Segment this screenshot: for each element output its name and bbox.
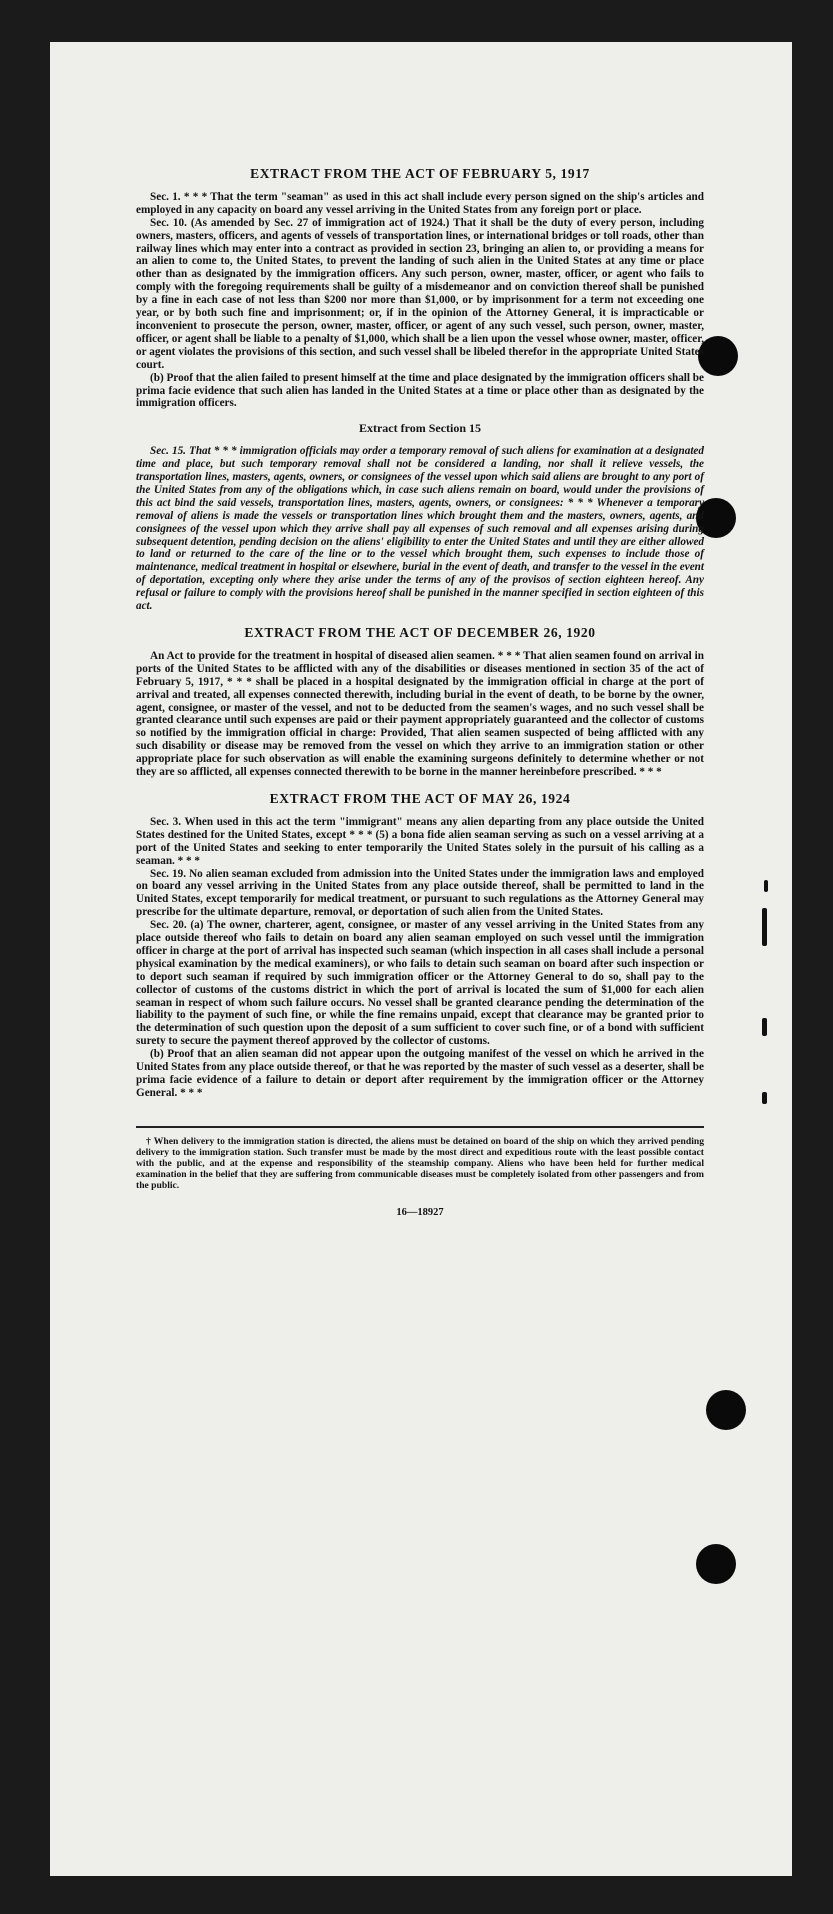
paragraph: (b) Proof that an alien seaman did not appear upon the outgoing manifest of the vessel on which he arrived in the United States from any place outside thereof, or that he was reported by the master of such vessel as a deserter, shall be prima facie evidence of a failure to detain or deport after requirement by the immigration officer or the Attorney General. * * * — [136, 1048, 704, 1099]
section-heading: Extract from Section 15 — [358, 421, 482, 436]
ink-mark — [762, 908, 767, 946]
section-heading: EXTRACT FROM THE ACT OF MAY 26, 1924 — [269, 790, 571, 806]
punch-hole — [696, 1544, 736, 1584]
punch-hole — [706, 1390, 746, 1430]
paragraph: Sec. 20. (a) The owner, charterer, agent, consignee, or master of any vessel arriving in the United States from any place outside thereof who fails to detain on board any alien seaman employed on such vessel until the immigration officer in charge at the port of arrival has inspected such seaman (which inspection in all cases shall include a personal physical examination by the medical examiners), or who fails to detain such seaman on board after such inspection or to deport such seaman if required by such immigration officer or the Attorney General to do so, shall pay to the collector of customs of the customs district in which the port of arrival is located the sum of $1,000 for each alien seaman in respect of whom such failure occurs. No vessel shall be granted clearance pending the determination of the liability to the payment of such fine, or while the fine remains unpaid, except that clearance may be granted prior to the determination of such question upon the deposit of a sum sufficient to cover such fine, or of a bond with sufficient surety to secure the payment thereof approved by the collector of customs. — [136, 919, 704, 1048]
document-page — [50, 42, 792, 1876]
section-15-extract — [136, 422, 704, 613]
footnote-divider — [136, 1126, 704, 1128]
document-body — [136, 168, 704, 1220]
ink-mark — [762, 1092, 767, 1104]
paragraph: Sec. 15. That * * * immigration officials may order a temporary removal of such aliens for examination at a designated time and place, but such temporary removal shall not be considered a landing, nor shall it relieve vessels, the transportation lines, masters, agents, owners, or consignees of the vessel upon which said aliens are brought to any port of the United States from any of the obligations which, in case such aliens remain on board, would under the provisions of this act bind the said vessels, transportation lines, masters, agents, owners, or consignees: * * * Whenever a temporary removal of aliens is made the vessels or transportation lines which brought them and the masters, owners, agents, and consignees of the vessel upon which they arrive shall pay all expenses of such removal and all expenses arising during subsequent detention, pending decision on the aliens' eligibility to enter the United States and until they are either allowed to land or returned to the care of the line or to the vessel which brought them, such expenses to include those of maintenance, medical treatment in hospital or elsewhere, burial in the event of death, and transfer to the vessel in the event of deportation, excepting only where they arise under the terms of any of the provisos of section eighteen hereof. Any refusal or failure to comply with the provisions hereof shall be punished in the manner specified in section eighteen of this act. — [136, 445, 704, 613]
paragraph: An Act to provide for the treatment in hospital of diseased alien seamen. * * * That alien seamen found on arrival in ports of the United States to be afflicted with any of the disabilities or diseases mentioned in section 35 of the act of February 5, 1917, * * * shall be placed in a hospital designated by the immigration official in charge at the port of arrival and treated, all expenses connected therewith, including burial in the event of death, to be borne by the owner, agent, consignee, or master of the vessel, and not to be deducted from the seamen's wages, and no such vessel shall be granted clearance until such expenses are paid or their payment appropriately guaranteed and the collector of customs so notified by the immigration official in charge: Provided, That alien seamen suspected of being afflicted with any such disability or disease may be removed from the vessel on which they arrive to an immigration station or other appropriate place for such observation as will enable the examining surgeons definitely to determine whether or not they are so afflicted, all expenses connected therewith to be borne in the manner hereinbefore prescribed. * * * — [136, 649, 704, 779]
section-heading: EXTRACT FROM THE ACT OF DECEMBER 26, 1920 — [244, 625, 596, 640]
ink-mark — [762, 1018, 767, 1036]
act-1920-section — [136, 627, 704, 779]
paragraph: Sec. 1. * * * That the term "seaman" as used in this act shall include every person signed on the ship's articles and employed in any capacity on board any vessel arriving in the United States from any foreign port or place. — [136, 190, 704, 216]
paragraph: Sec. 19. No alien seaman excluded from admission into the United States under the immigration laws and employed on board any vessel arriving in the United States from any place outside thereof, shall be permitted to land in the United States, except temporarily for medical treatment, or pursuant to such regulations as the Attorney General may prescribe for the ultimate departure, removal, or deportation of such alien from the United States. — [136, 867, 704, 919]
act-1924-section — [136, 790, 704, 1100]
paragraph: Sec. 3. When used in this act the term "immigrant" means any alien departing from any place outside the United States destined for the United States, except * * * (5) a bona fide alien seaman serving as such on a vessel arriving at a port of the United States and seeking to enter temporarily the United States solely in the pursuit of his calling as a seaman. * * * — [136, 815, 704, 867]
page-number: 16—18927 — [396, 1206, 444, 1218]
paragraph: (b) Proof that the alien failed to present himself at the time and place designated by the immigration officers shall be prima facie evidence that such alien has landed in the United States at a time or place other than as designated by the immigration officers. — [136, 371, 704, 410]
section-heading: EXTRACT FROM THE ACT OF FEBRUARY 5, 1917 — [250, 166, 590, 181]
paragraph: Sec. 10. (As amended by Sec. 27 of immigration act of 1924.) That it shall be the duty of every person, including owners, masters, officers, and agents of vessels of transportation lines, or international bridges or toll roads, other than railway lines which may enter into a contract as provided in section 23, bringing an alien to, or providing a means for an alien to come to, the United States, to prevent the landing of such alien in the United States at any time or place other than as designated by the immigration officers. Any such person, owner, master, officer, or agent who fails to comply with the foregoing requirements shall be guilty of a misdemeanor and on conviction thereof shall be punished by a fine in each case of not less than $200 nor more than $1,000, or by imprisonment for a term not exceeding one year, or by both such fine and imprisonment; or, if in the opinion of the Attorney General, it is impracticable or inconvenient to prosecute the person, owner, master, officer, or agent of any such vessel, such person, owner, master, officer, or agent shall be liable to a penalty of $1,000, which shall be a lien upon the vessel whose owner, master, officer, or agent violates the provisions of this section, and such vessel shall be libeled therefor in the appropriate United States court. — [136, 216, 704, 371]
footnote: † When delivery to the immigration station is directed, the aliens must be detained on board of the ship on which they arrived pending delivery to the immigration station. Such transfer must be made by the most direct and expeditious route with the least possible contact with the public, and at the expense and responsibility of the steamship company. Aliens who have been held for further medical examination in the belief that they are suffering from communicable diseases must be completely isolated from other passengers and from the public. — [136, 1135, 704, 1191]
ink-mark — [764, 880, 768, 892]
act-1917-section — [136, 168, 704, 410]
punch-hole — [698, 336, 738, 376]
